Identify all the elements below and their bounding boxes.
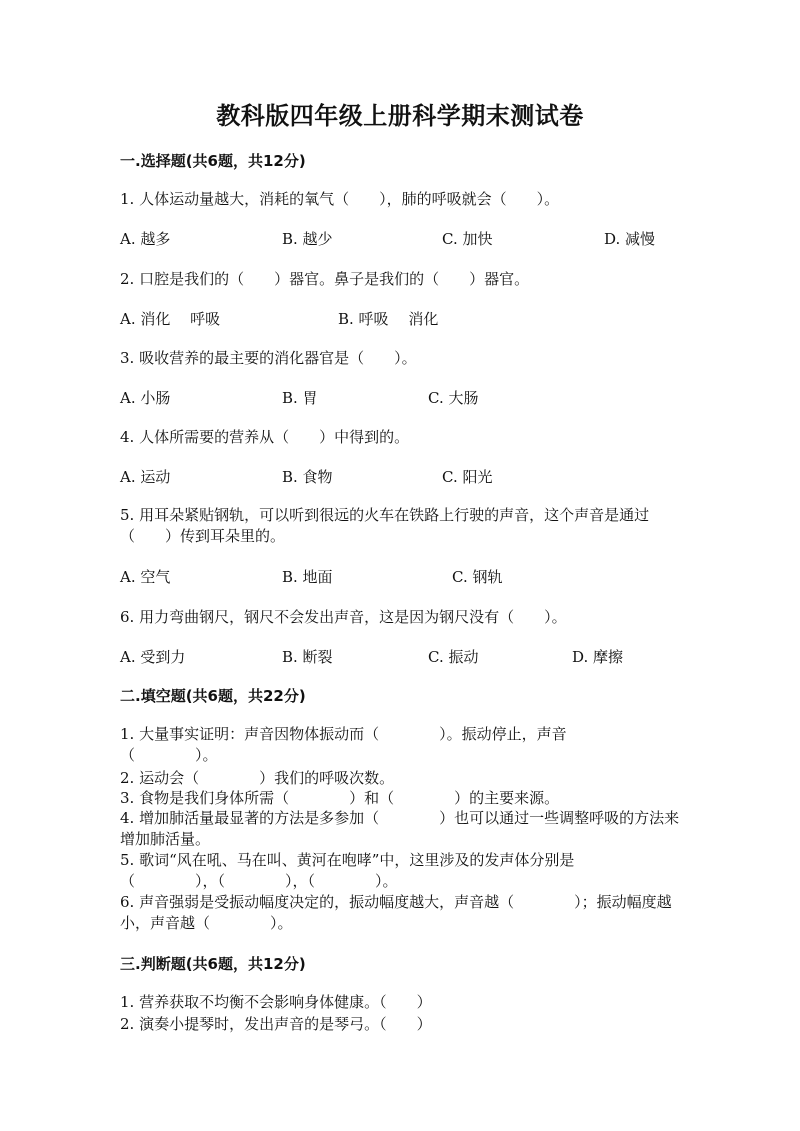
option-b: B. 越少 bbox=[282, 230, 333, 248]
question-text: 4. 增加肺活量最显著的方法是多参加（ ）也可以通过一些调整呼吸的方法来增加肺活量。 bbox=[120, 809, 680, 848]
option-b: B. 胃 bbox=[282, 389, 318, 407]
question-text: 5. 用耳朵紧贴钢轨，可以听到很远的火车在铁路上行驶的声音，这个声音是通过（ ）传到耳朵里的。 bbox=[120, 506, 650, 545]
option-c: C. 大肠 bbox=[428, 389, 479, 407]
option-row bbox=[0, 466, 800, 488]
question-text: 3. 吸收营养的最主要的消化器官是（ ）。 bbox=[120, 349, 417, 367]
option-d: D. 减慢 bbox=[604, 230, 656, 248]
question-text: 3. 食物是我们身体所需（ ）和（ ）的主要来源。 bbox=[120, 789, 560, 807]
question-text: 1. 大量事实证明：声音因物体振动而（ ）。振动停止，声音（ ）。 bbox=[120, 725, 567, 764]
option-row bbox=[0, 387, 800, 409]
question-text: 2. 口腔是我们的（ ）器官。鼻子是我们的（ ）器官。 bbox=[120, 270, 530, 288]
option-a: A. 消化 呼吸 bbox=[120, 310, 221, 328]
question-text: 6. 用力弯曲钢尺，钢尺不会发出声音，这是因为钢尺没有（ ）。 bbox=[120, 608, 567, 626]
question-text: 4. 人体所需要的营养从（ ）中得到的。 bbox=[120, 428, 410, 446]
option-row bbox=[0, 646, 800, 668]
question-text: 2. 演奏小提琴时，发出声音的是琴弓。（ ） bbox=[120, 1015, 432, 1033]
option-row bbox=[0, 228, 800, 250]
option-a: A. 运动 bbox=[120, 468, 171, 486]
option-b: B. 呼吸 消化 bbox=[338, 310, 439, 328]
question-text: 2. 运动会（ ）我们的呼吸次数。 bbox=[120, 769, 395, 787]
option-c: C. 阳光 bbox=[442, 468, 493, 486]
option-c: C. 钢轨 bbox=[452, 568, 503, 586]
option-a: A. 越多 bbox=[120, 230, 171, 248]
section-heading-choice: 一.选择题(共6题，共12分) bbox=[120, 152, 306, 170]
section-heading-judge: 三.判断题(共6题，共12分) bbox=[120, 955, 306, 973]
question-text: 5. 歌词“风在吼、马在叫、黄河在咆哮”中，这里涉及的发声体分别是（ ），（ ），（ ）。 bbox=[120, 851, 575, 890]
question-text: 1. 人体运动量越大，消耗的氧气（ ），肺的呼吸就会（ ）。 bbox=[120, 190, 560, 208]
option-a: A. 受到力 bbox=[120, 648, 186, 666]
exam-title: 教科版四年级上册科学期末测试卷 bbox=[216, 102, 584, 130]
option-c: C. 加快 bbox=[442, 230, 493, 248]
option-row bbox=[0, 566, 800, 588]
option-a: A. 小肠 bbox=[120, 389, 171, 407]
option-b: B. 地面 bbox=[282, 568, 333, 586]
option-c: C. 振动 bbox=[428, 648, 479, 666]
option-row bbox=[0, 308, 800, 330]
option-a: A. 空气 bbox=[120, 568, 171, 586]
section-heading-fill: 二.填空题(共6题，共22分) bbox=[120, 687, 306, 705]
option-b: B. 断裂 bbox=[282, 648, 333, 666]
question-text: 6. 声音强弱是受振动幅度决定的，振动幅度越大，声音越（ ）；振动幅度越小，声音越（ ）。 bbox=[120, 893, 672, 932]
option-b: B. 食物 bbox=[282, 468, 333, 486]
option-d: D. 摩擦 bbox=[572, 648, 624, 666]
question-text: 1. 营养获取不均衡不会影响身体健康。（ ） bbox=[120, 993, 432, 1011]
